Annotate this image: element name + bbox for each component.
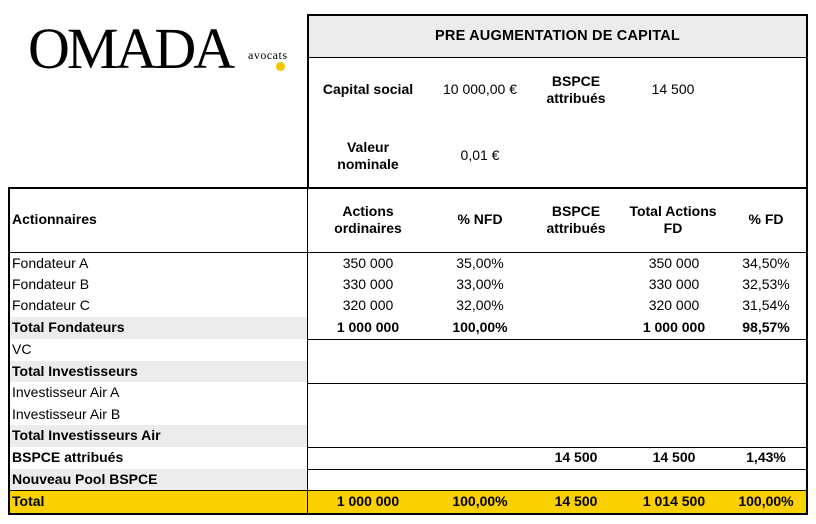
header-title-divider (308, 57, 807, 58)
cell-bspce-bspce-attribues: 14 500 (554, 449, 598, 466)
col-header-actions-ordinaires: Actions ordinaires (334, 202, 402, 236)
row-label-bspce-attribues: BSPCE attribués (12, 449, 124, 466)
cell-total-fondateur-b: 330 000 (648, 275, 700, 292)
col-header-bspce: BSPCE attribués (546, 202, 606, 236)
row-label-total-investisseurs-air: Total Investisseurs Air (12, 427, 161, 444)
col-header-nfd: % NFD (457, 211, 503, 228)
cell-fd-fondateur-b: 32,53% (742, 275, 790, 292)
logo-subtitle: avocats (248, 48, 288, 62)
total-row-bspce: 14 500 (554, 493, 598, 510)
total-row-nfd: 100,00% (452, 493, 508, 510)
cell-total-bspce-attribues: 14 500 (652, 449, 696, 466)
row-label-investisseur-air-b: Investisseur Air B (12, 405, 121, 422)
section-divider-0 (308, 339, 807, 340)
cell-fd-bspce-attribues: 1,43% (746, 449, 786, 466)
cell-total-total-fondateurs: 1 000 000 (642, 319, 706, 336)
row-label-fondateur-b: Fondateur B (12, 275, 90, 292)
capital-social-value: 10 000,00 € (443, 81, 517, 98)
cell-fd-fondateur-a: 34,50% (742, 254, 790, 271)
cell-fd-fondateur-c: 31,54% (742, 297, 790, 314)
row-label-total-fondateurs: Total Fondateurs (12, 319, 125, 336)
cell-actions-fondateur-a: 350 000 (342, 254, 394, 271)
total-row-label: Total (12, 493, 45, 510)
total-row-total: 1 014 500 (642, 493, 706, 510)
cell-actions-total-fondateurs: 1 000 000 (336, 319, 400, 336)
total-row-fd: 100,00% (738, 493, 794, 510)
omada-logo (28, 18, 308, 80)
row-label-investisseur-air-a: Investisseur Air A (12, 384, 120, 401)
section-divider-1 (308, 383, 807, 384)
total-row-actions: 1 000 000 (336, 493, 400, 510)
bspce-attribues-header-value: 14 500 (651, 81, 695, 98)
cell-nfd-fondateur-b: 33,00% (456, 275, 504, 292)
valeur-nominale-label: Valeur nominale (337, 138, 399, 172)
section-divider-2 (308, 447, 807, 448)
cell-actions-fondateur-c: 320 000 (342, 297, 394, 314)
row-label-fondateur-a: Fondateur A (12, 254, 89, 271)
cell-fd-total-fondateurs: 98,57% (742, 319, 790, 336)
cell-total-fondateur-c: 320 000 (648, 297, 700, 314)
cell-nfd-total-fondateurs: 100,00% (452, 319, 508, 336)
col-header-fd: % FD (748, 211, 784, 228)
row-label-fondateur-c: Fondateur C (12, 297, 90, 314)
cell-total-fondateur-a: 350 000 (648, 254, 700, 271)
col-header-total-actions-fd: Total Actions FD (629, 202, 717, 236)
capital-social-label: Capital social (322, 81, 414, 98)
cell-nfd-fondateur-a: 35,00% (456, 254, 504, 271)
logo-wordmark: OMADA (28, 16, 233, 81)
logo-dot-icon (276, 62, 285, 71)
bspce-attribues-header-label: BSPCE attribués (546, 72, 606, 106)
header-title: PRE AUGMENTATION DE CAPITAL (435, 27, 680, 44)
valeur-nominale-value: 0,01 € (460, 147, 500, 164)
row-label-total-investisseurs: Total Investisseurs (12, 362, 138, 379)
col-header-actionnaires: Actionnaires (12, 211, 97, 228)
row-label-nouveau-pool-bspce: Nouveau Pool BSPCE (12, 470, 158, 487)
row-label-vc: VC (12, 341, 32, 358)
first-column-divider (307, 188, 308, 514)
cell-actions-fondateur-b: 330 000 (342, 275, 394, 292)
cell-nfd-fondateur-c: 32,00% (456, 297, 504, 314)
section-divider-3 (308, 469, 807, 470)
